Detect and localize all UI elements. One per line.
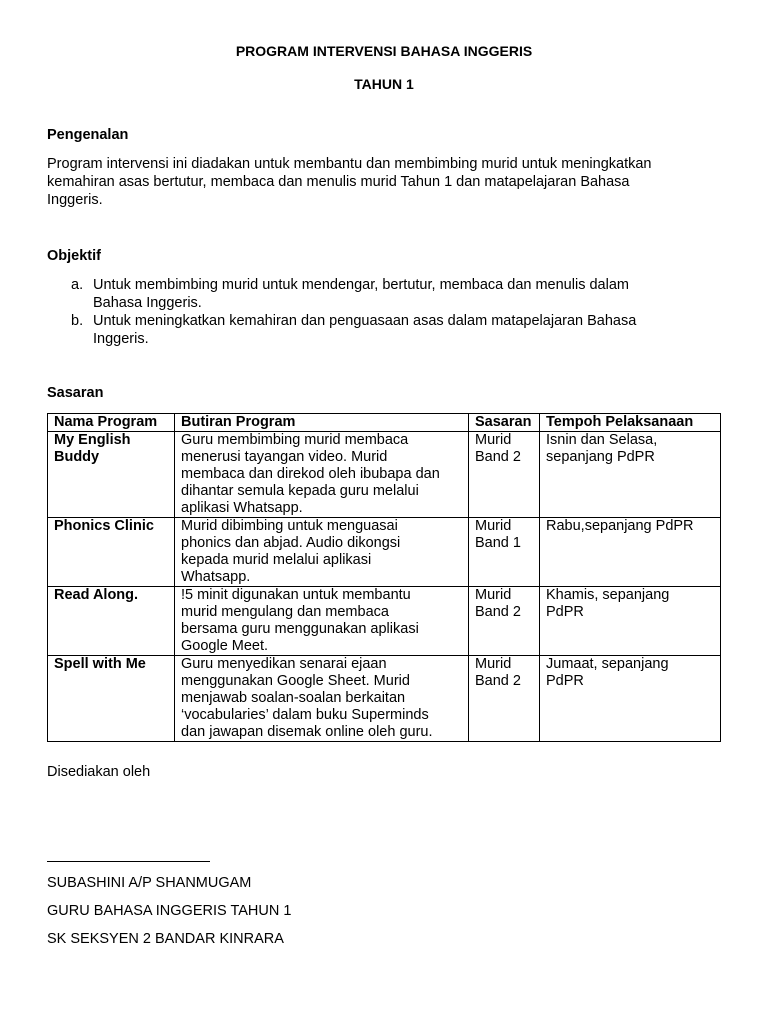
cell-line: Whatsapp. [181,569,251,585]
program-period-cell [540,518,721,587]
program-target-cell [469,432,540,518]
objective-item [47,276,713,312]
cell-line: membaca dan direkod oleh ibubapa dan [181,466,440,482]
cell-line: PdPR [546,604,584,620]
cell-line: Read Along. [54,587,139,603]
cell-line: Band 2 [475,449,521,465]
document-subtitle: TAHUN 1 [354,76,414,92]
program-details-cell [175,587,469,656]
cell-line: menerusi tayangan video. Murid [181,449,388,465]
cell-line: menjawab soalan-soalan berkaitan [181,690,406,706]
program-target-cell [469,518,540,587]
objective-line: Untuk meningkatkan kemahiran dan penguasaan asas dalam matapelajaran Bahasa [93,313,637,329]
cell-line: Phonics Clinic [54,518,154,534]
intro-paragraph [47,155,707,209]
table-row [48,518,721,587]
program-details-cell [175,518,469,587]
objective-line: Bahasa Inggeris. [93,295,202,311]
objectives-heading: Objektif [47,248,101,264]
cell-line: Isnin dan Selasa, [546,432,658,448]
cell-line: Guru membimbing murid membaca [181,432,409,448]
cell-line: ‘vocabularies’ dalam buku Superminds [181,707,429,723]
column-header: Tempoh Pelaksanaan [540,414,721,432]
cell-line: menggunakan Google Sheet. Murid [181,673,410,689]
program-target-cell [469,656,540,742]
program-period-cell [540,587,721,656]
objectives-list [47,276,713,348]
table-row [48,432,721,518]
cell-line: Murid dibimbing untuk menguasai [181,518,398,534]
program-period-cell [540,656,721,742]
cell-line: phonics dan abjad. Audio dikongsi [181,535,401,551]
cell-line: Band 2 [475,604,521,620]
cell-line: bersama guru menggunakan aplikasi [181,621,419,637]
signature-line [47,861,210,862]
intro-line: kemahiran asas bertutur, membaca dan menulis murid Tahun 1 dan matapelajaran Bahasa [47,174,630,190]
intro-heading: Pengenalan [47,127,129,143]
table-row [48,587,721,656]
signatory-school: SK SEKSYEN 2 BANDAR KINRARA [47,931,284,947]
cell-line: PdPR [546,673,584,689]
signatory-name: SUBASHINI A/P SHANMUGAM [47,875,252,891]
program-name-cell [48,656,175,742]
cell-line: dihantar semula kepada guru melalui [181,483,419,499]
cell-line: Jumaat, sepanjang [546,656,669,672]
cell-line: Buddy [54,449,100,465]
cell-line: Murid [475,518,512,534]
cell-line: Band 1 [475,535,521,551]
signatory-position: GURU BAHASA INGGERIS TAHUN 1 [47,903,292,919]
objective-line: Inggeris. [93,331,149,347]
program-period-cell [540,432,721,518]
cell-line: dan jawapan disemak online oleh guru. [181,724,433,740]
objective-line: Untuk membimbing murid untuk mendengar, bertutur, membaca dan menulis dalam [93,277,629,293]
cell-line: sepanjang PdPR [546,449,655,465]
program-table [47,413,721,742]
program-name-cell [48,432,175,518]
prepared-by-label: Disediakan oleh [47,764,151,780]
cell-line: kepada murid melalui aplikasi [181,552,372,568]
column-header: Sasaran [469,414,540,432]
cell-line: Guru menyedikan senarai ejaan [181,656,387,672]
program-details-cell [175,656,469,742]
objective-marker: b. [71,313,84,329]
table-row [48,656,721,742]
cell-line: Band 2 [475,673,521,689]
cell-line: Rabu,sepanjang PdPR [546,518,694,534]
column-header: Nama Program [48,414,175,432]
program-target-cell [469,587,540,656]
cell-line: Murid [475,656,512,672]
cell-line: Khamis, sepanjang [546,587,670,603]
cell-line: Murid [475,587,512,603]
cell-line: aplikasi Whatsapp. [181,500,303,516]
intro-line: Program intervensi ini diadakan untuk membantu dan membimbing murid untuk meningkatkan [47,156,652,172]
cell-line: Spell with Me [54,656,146,672]
program-details-cell [175,432,469,518]
objective-marker: a. [71,277,84,293]
cell-line: Murid [475,432,512,448]
intro-line: Inggeris. [47,192,103,208]
program-name-cell [48,587,175,656]
cell-line: !5 minit digunakan untuk membantu [181,587,411,603]
cell-line: My English [54,432,131,448]
cell-line: murid mengulang dan membaca [181,604,389,620]
table-header-row [48,414,721,432]
targets-heading: Sasaran [47,385,104,401]
cell-line: Google Meet. [181,638,269,654]
document-title: PROGRAM INTERVENSI BAHASA INGGERIS [235,43,533,59]
column-header: Butiran Program [175,414,469,432]
objective-item [47,312,713,348]
program-name-cell [48,518,175,587]
